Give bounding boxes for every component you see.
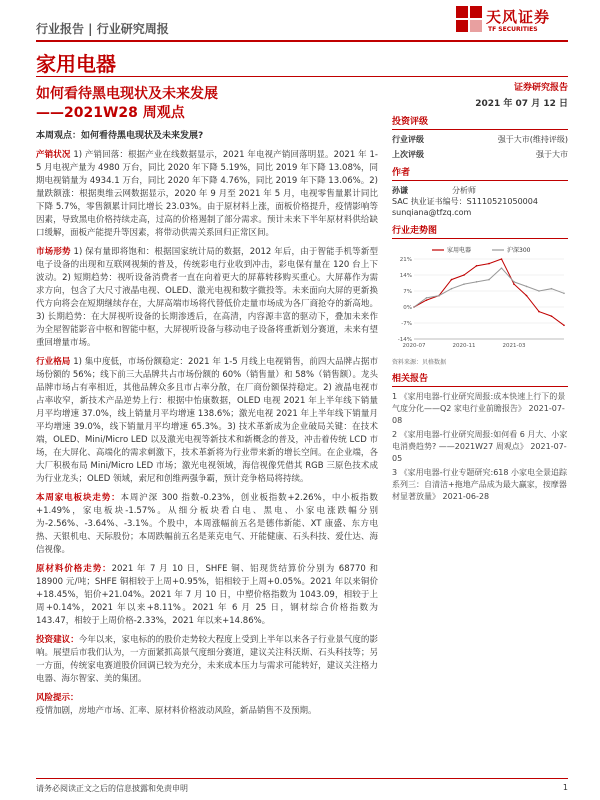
logo-text-cn: 天风证券 [486,8,551,26]
invest-rating-title: 投资评级 [392,114,568,130]
x-tick-label: 2020-11 [452,343,476,349]
analyst-email[interactable]: sunqiana@tfzq.com [392,208,472,217]
paragraph-text: 本周沪深 300 指数-0.23%，创业板指数+2.26%，中小板指数+1.49%，家电板块-1.57%。从细分板块看白电、黑电、小家电涨跌幅分别为-2.56%、-3.64%、-3.1%。个股中，本周涨幅前五名是德伟新能、XT 康盛、东方电热、天银机电、天际股份；本周跌幅前五名是莱克电气、开能健康、石头科技、爱仕达、海信视像。 [36,493,378,555]
report-body [36,130,378,724]
title-divider [36,76,568,77]
paragraph-text: 疫情加剧，房地产市场、汇率、原材料价格波动风险，新品销售不及预期。 [36,706,317,716]
paragraph-text: 今年以来，家电标的的股价走势较大程度上受到上半年以来各子行业景气度的影响。展望后市我们认为，一方面紧抓高景气度细分赛道，建议关注科沃斯、石头科技等；另一方面，传统家电赛道股价回调已较为充分，未来成本压力与需求可能转好，建议关注格力电器、海尔智家、美的集团。 [36,635,378,684]
top-header-bar [36,10,568,42]
trend-chart-svg [392,243,568,355]
related-date: 2021-06-28 [442,492,490,501]
headline-line-2: ——2021W28 周观点 [36,105,185,121]
industry-title: 家用电器 [36,52,116,76]
data-point [501,267,503,269]
body-paragraph [36,492,378,557]
trend-chart [392,243,568,355]
data-point [451,279,453,281]
paragraph-text: 1) 产销回落：根据产业在线数据显示，2021 年电视产销回落明显。2021 年 1-5 月电视产量为 4980 万台，同比 2020 年下降 5.19%，同比 2019 年下降 13.08%，同期电视销量为 4934.1 万台，同比 2020 年下降 4.76%，同比 2019 年下降 13.06%。2) 量跌额涨：根据奥维云网数据显示，2020 年 9 月至 2021 年 5 月，电视零售量累计同比下降 5.7%，零售额累计同比增长 23.03%。由于原材料上涨，面板价格提升，疫情影响等因素，导致黑电价格持续走高，过高的价格遏制了部分需求。预计未来下半年原材料供给缺口缓解，面板产能提升等因素，将带动供需关系回归正常区间。 [36,150,378,238]
related-date: 2021-07-05 [392,442,567,463]
y-tick-label: 21% [399,257,412,263]
data-point [563,292,565,294]
x-tick-label: 2021-03 [502,343,526,349]
data-point [488,263,490,265]
data-point [476,265,478,267]
paragraph-tag: 市场形势 [36,247,71,257]
data-point [463,274,465,276]
report-type: 证券研究报告 [513,83,568,93]
body-paragraph [36,246,378,350]
company-logo [456,6,568,42]
data-point [526,286,528,288]
rating-value: 强于大市(维持评级) [497,135,568,144]
related-item[interactable] [392,391,568,427]
authors-title: 作者 [392,165,568,181]
report-headline [36,85,376,123]
data-point [476,281,478,283]
footer-disclaimer: 请务必阅读正文之后的信息披露和免责申明 [36,784,188,793]
data-point [426,297,428,299]
y-tick-label: 14% [399,273,412,279]
legend-label: 家用电器 [447,247,472,254]
analyst-cert: SAC 执业证书编号：S1110521050004 [392,197,538,206]
paragraph-tag: 原材料价格走势： [36,564,112,574]
sidebar [392,78,568,505]
paragraph-tag: 投资建议： [36,635,79,645]
analyst-entry [392,185,568,218]
rating-row [392,134,568,145]
headline-line-1: 如何看待黑电现状及未来发展 [36,86,218,102]
report-date: 2021 年 07 月 12 日 [475,99,568,109]
trend-title: 行业走势图 [392,223,568,239]
x-tick-label: 2020-07 [402,343,426,349]
logo-text-en: TF SECURITIES [488,26,538,33]
related-item[interactable] [392,429,568,465]
data-point [563,324,565,326]
breadcrumb: 行业报告 | 行业研究周报 [36,22,169,36]
data-point [513,283,515,285]
body-paragraph [36,149,378,240]
page-number: 1 [562,783,568,792]
rating-value: 强于大市 [536,150,568,159]
rating-key: 上次评级 [392,150,424,159]
paragraph-text: 2021 年 7 月 10 日，SHFE 铜、铝现货结算价分别为 68770 和 18900 元/吨；SHFE 铜相较于上周+0.95%，铝相较于上周+0.05%。2021 年以来铜价+18.45%，铝价+21.04%。2021 年 7 月 10 日，中塑价格指数为 1043.09，相较于上周+0.14%，2021 年以来+8.11%。2021 年 6 月 25 日，钢材综合价格指数为 143.47，相较于上周价格-2.33%，2021 年以来+14.86%。 [36,564,378,626]
data-point [413,306,415,308]
data-point [451,288,453,290]
legend-label: 沪深300 [507,247,531,254]
body-paragraph [36,563,378,628]
data-point [501,258,503,260]
related-list [392,391,568,503]
series-line [414,268,564,307]
data-point [551,315,553,317]
rating-key: 行业评级 [392,135,424,144]
data-point [538,311,540,313]
related-text: 1 《家用电器-行业研究周报:成本快速上行下的景气度分化——Q2 家电行业前瞻报告》 [392,392,566,413]
y-tick-label: 0% [403,305,412,311]
y-tick-label: 7% [403,289,412,295]
body-paragraph [36,634,378,686]
data-point [551,288,553,290]
related-title: 相关报告 [392,371,568,387]
data-point [426,299,428,301]
body-subhead: 本周观点：如何看待黑电现状及未来发展? [36,131,204,141]
series-line [414,259,564,325]
paragraph-tag: 风险提示： [36,693,79,703]
y-tick-label: -14% [397,337,412,343]
body-paragraph [36,356,378,486]
related-text: 3 《家用电器-行业专题研究:618 小家电全景追踪系列三：自清洁+拖地产品成为最大赢家，按摩器材显著放量》 [392,468,568,501]
y-tick-label: -7% [401,321,412,327]
logo-mark-icon [456,6,482,32]
data-point [488,279,490,281]
paragraph-text: 1) 集中度低，市场份额稳定：2021 年 1-5 月线上电视销售，前四大品牌占据市场份额的 56%；线下前三大品牌共占市场份额的 60%（销售量）和 58%（销售额）。龙头品牌市场占有率相近，其他品牌众多且市占率分散，在厂商份额保持稳定。2) 液晶电视市占率收窄，新技术产品逆势上行：根据中怡康数据，OLED 电视 2021 年上半年线下销量月平均增速 37.0%，线上销量月平均增速 138.6%；激光电视 2021 年上半年线下销量月平均增速 39.0%，线下销量月平均增速 65.3%。3) 技术革新成为企业破局关键：在技术端，OLED、Mini/Micro LED 以及激光电视等新技术和新概念的普及，冲击着传统 LCD 市场，在大屏化、高端化的需求刺激下，技术革新将为行业带来新的增长空间。在企业端，各大厂积极布局 Mini/Micro LED 市场；激光电视领域，海信视像凭借其 RGB 三原色技术成为行业龙头；OLED 领域，索尼和创维两强争霸，预计竞争格局将持续。 [36,357,378,484]
paragraph-tag: 本周家电板块走势： [36,493,121,503]
rating-row [392,149,568,160]
paragraph-text: 1) 保有量即将饱和：根据国家统计局的数据，2012 年后，由于智能手机等新型电子设备的出现和互联网视频的普及，传统彩电行业收到冲击，彩电保有量在 120 台上下波动。2) 短期趋势：视听设备消费者一直在向着更大的屏幕转移购买重心。大屏幕作为需求方向，包含了大尺寸液晶电视、OLED、激光电视和数字微投等。未来面向大屏的更新换代方向将会在短期继续存在，大屏高端市场将代替低价走量市场成为各厂商抢夺的新高地。3) 长期趋势：在大屏视听设备的长期渗透后，在高清，内容源丰富的驱动下，叠加未来作为全屋智能影音中枢和智能中枢，大屏视听设备与移动电子设备将重新划分赛道，未来有望重回增量市场。 [36,247,378,348]
related-text: 2 《家用电器-行业研究周报:如何看 6 月大、小家电消费趋势? ——2021W27 周观点》 [392,430,568,451]
data-point [538,290,540,292]
analyst-role: 分析师 [452,186,476,195]
paragraph-tag: 产销状况 [36,150,71,160]
related-item[interactable] [392,467,568,503]
data-point [438,295,440,297]
data-point [526,295,528,297]
page-footer [36,778,568,794]
body-paragraph [36,692,378,718]
data-point [463,283,465,285]
data-point [513,281,515,283]
paragraph-tag: 行业格局 [36,357,71,367]
related-date: 2021-07-08 [392,404,565,425]
analyst-name: 孙谦 [392,186,408,195]
chart-source: 资料来源：贝格数据 [392,359,447,366]
